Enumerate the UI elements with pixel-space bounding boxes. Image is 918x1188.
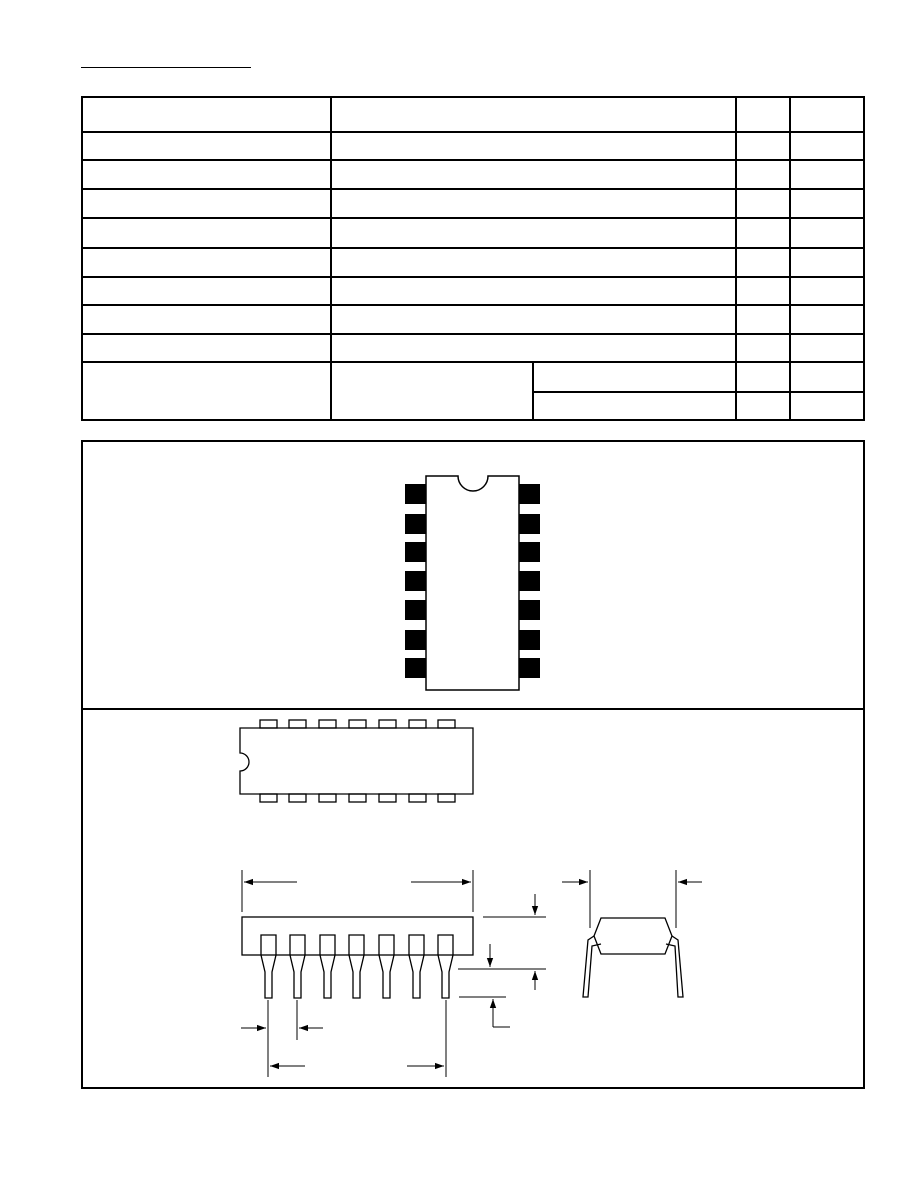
- table-cell: [790, 132, 864, 160]
- table-cell: [736, 218, 790, 247]
- table-cell: [736, 334, 790, 362]
- table-cell: [82, 189, 331, 218]
- table-cell: [82, 334, 331, 362]
- table-row: [82, 160, 864, 189]
- table-cell: [790, 305, 864, 334]
- table-cell: [736, 277, 790, 305]
- table-cell: [331, 362, 533, 420]
- table-cell: [82, 277, 331, 305]
- table-row: [82, 248, 864, 277]
- table-cell: [790, 362, 864, 391]
- table-cell: [790, 334, 864, 362]
- table-cell: [331, 277, 736, 305]
- table-row: [82, 189, 864, 218]
- table-cell: [736, 160, 790, 189]
- table-header-row: [82, 97, 864, 132]
- table-cell: [533, 362, 736, 391]
- header-rule: [81, 67, 251, 68]
- table-cell: [331, 132, 736, 160]
- table-cell: [790, 248, 864, 277]
- table-cell: [82, 97, 331, 132]
- table-cell: [533, 392, 736, 420]
- table-cell: [736, 189, 790, 218]
- table-cell: [82, 305, 331, 334]
- table-row-group-a: [82, 362, 864, 391]
- table-row: [82, 334, 864, 362]
- table-cell: [790, 97, 864, 132]
- table-cell: [790, 277, 864, 305]
- table-cell: [331, 218, 736, 247]
- table-cell: [790, 189, 864, 218]
- table-cell: [736, 392, 790, 420]
- table-cell: [82, 160, 331, 189]
- table-cell: [736, 305, 790, 334]
- table-cell: [82, 218, 331, 247]
- table-row: [82, 277, 864, 305]
- table-cell: [331, 189, 736, 218]
- table-cell: [331, 334, 736, 362]
- table-row: [82, 218, 864, 247]
- table-cell: [736, 362, 790, 391]
- table-row: [82, 305, 864, 334]
- specifications-table: [81, 96, 865, 421]
- table-cell: [790, 160, 864, 189]
- table-cell: [82, 362, 331, 420]
- table-cell: [790, 218, 864, 247]
- pinout-panel: [81, 440, 865, 710]
- table-row: [82, 132, 864, 160]
- table-cell: [331, 248, 736, 277]
- table-cell: [82, 132, 331, 160]
- table-cell: [331, 160, 736, 189]
- table-cell: [736, 248, 790, 277]
- table-cell: [736, 132, 790, 160]
- table-cell: [82, 248, 331, 277]
- table-cell: [736, 97, 790, 132]
- table-cell: [331, 97, 736, 132]
- outline-panel: [81, 708, 865, 1089]
- table-cell: [331, 305, 736, 334]
- table-cell: [790, 392, 864, 420]
